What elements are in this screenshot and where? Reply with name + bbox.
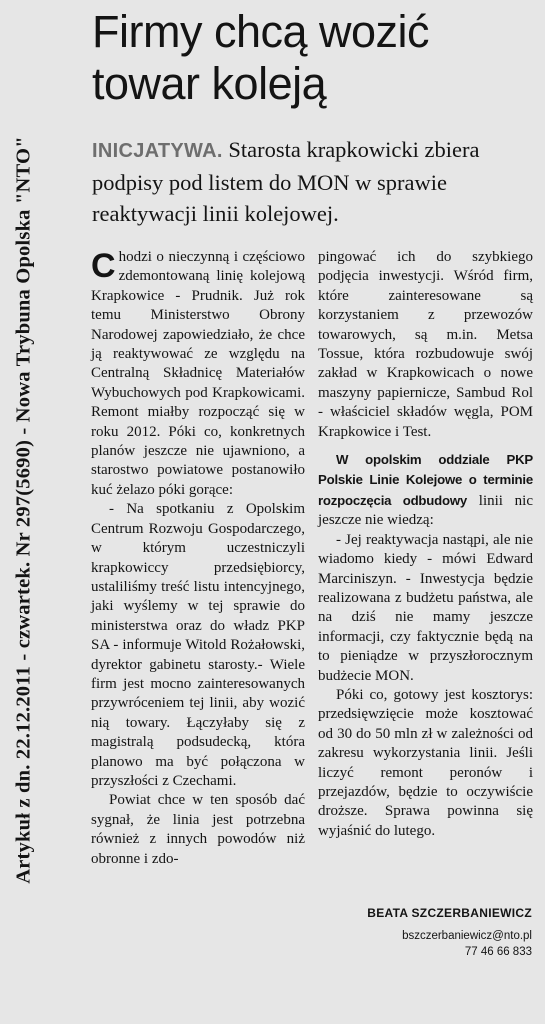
signature — [318, 905, 532, 960]
drop-cap: C — [91, 247, 116, 285]
publication-info: Artykuł z dn. 22.12.2011 - czwartek. Nr 297(5690) - Nowa Trybuna Opolska "NTO" — [12, 136, 35, 884]
column-left — [91, 248, 305, 869]
side-caption — [0, 0, 48, 1024]
column-right — [318, 248, 533, 841]
body-text: linii nic jeszcze nie wiedzą: — [318, 492, 534, 529]
lead-paragraph — [92, 134, 542, 229]
author-name: BEATA SZCZERBANIEWICZ — [367, 906, 532, 920]
body-paragraph: - Jej reaktywacja nastąpi, ale nie wiadomo kiedy - mówi Edward Marciniszyn. - Inwestycja będzie realizowana z budżetu państwa, ale na dziś nie mamy jeszcze informacji, czy faktycznie będą na to pieniądze w przyszłorocznym budżecie MON. — [318, 531, 533, 684]
body-paragraph: - Na spotkaniu z Opolskim Centrum Rozwoju Gospodarczego, w którym uczestniczyli krapkowiccy przedsiębiorcy, ustaliliśmy treść listu intencyjnego, jaki wyślemy w tej sprawie do ministerstwa oraz do władz PKP SA - informuje Witold Rożałowski, dyrektor gabinetu starosty.- Wiele firm jest mocno zainteresowanych przywróceniem tej linii, aby wozić nią towary. Łączyłaby się z magistralą podsudecką, która planowo ma być połączona w przyszłości z Czechami. — [91, 501, 305, 789]
body-paragraph: Póki co, gotowy jest kosztorys: przedsięwzięcie może kosztować od 30 do 50 mln zł w zależności od zakresu wykorzystania linii. Jeśli liczyć remont peronów i przejazdów, będzie to oczywiście droższe. Sprawa powinna się wyjaśnić do lutego. — [318, 686, 533, 839]
lead-kicker: INICJATYWA. — [92, 140, 223, 162]
subhead-paragraph — [318, 450, 533, 531]
body-paragraph: Powiat chce w ten sposób dać sygnał, że linia jest potrzebna również z innych powodów niż obronne i zdo- — [91, 792, 305, 867]
body-paragraph — [91, 248, 305, 500]
author-phone: 77 46 66 833 — [464, 946, 532, 958]
subhead-bold: W opolskim oddziale PKP Polskie Linie Kolejowe o terminie rozpoczęcia odbudowy — [318, 452, 533, 508]
lead-text: Starosta krapkowicki zbiera podpisy pod listem do MON w sprawie reaktywacji linii kolejowej. — [92, 137, 480, 226]
headline: Firmy chcą wozić towar koleją — [92, 6, 430, 109]
author-email: bszczerbaniewicz@nto.pl — [402, 930, 532, 942]
body-text: hodzi o nieczynną i częściowo zdemontowaną linię kolejową Krapkowice - Prudnik. Już rok temu Ministerstwo Obrony Narodowej zapowiedziało, że chce ją reaktywować ze względu na Centralną Składnicę Materiałów Wybuchowych pod Krapkowicami. Remont miałby rozpocząć się w roku 2012. Póki co, konkretnych planów jeszcze nie ujawniono, a starostwo powiatowe postanowiło kuć żelazo póki gorące: — [91, 249, 305, 498]
body-paragraph: pingować ich do szybkiego podjęcia inwestycji. Wśród firm, które zainteresowane są korzystaniem z przewozów towarowych, są m.in. Metsa Tossue, która rozbudowuje swój zakład w Krapkowicach o nowe maszyny papiernicze, Sambud Rol - właściciel składów węgla, POM Krapkowice i Test. — [318, 249, 533, 440]
